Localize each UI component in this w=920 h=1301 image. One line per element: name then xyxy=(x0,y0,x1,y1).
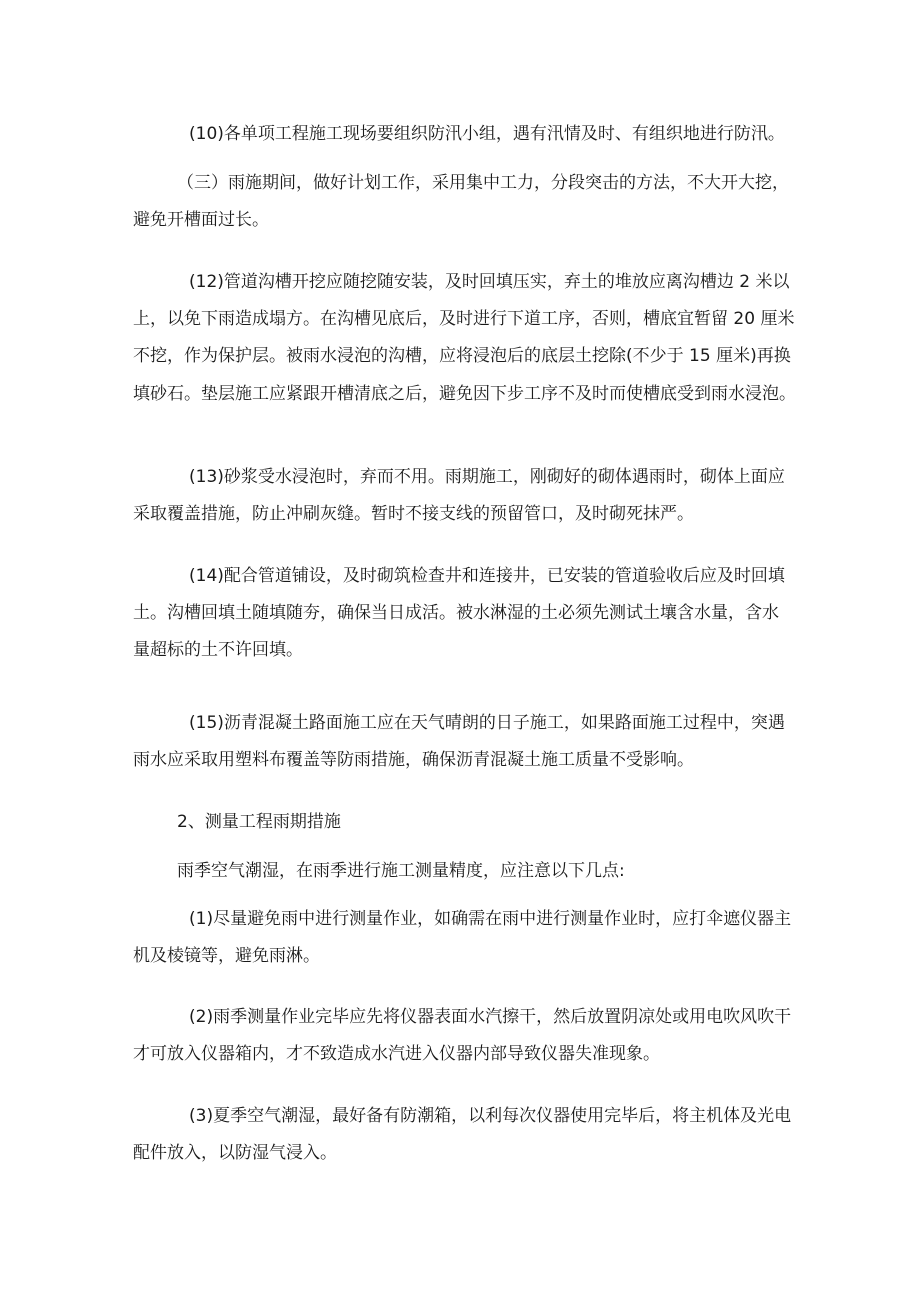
text-line: 2、测量工程雨期措施 xyxy=(177,812,341,832)
paragraph-survey-3 xyxy=(133,1098,793,1172)
paragraph-12 xyxy=(133,264,796,413)
text-line: (13)砂浆受水浸泡时，弃而不用。雨期施工，刚砌好的砌体遇雨时，砌体上面应 xyxy=(189,467,785,487)
text-line: 采取覆盖措施，防止冲刷灰缝。暂时不接支线的预留管口，及时砌死抹严。 xyxy=(133,504,694,525)
section-heading-survey xyxy=(133,804,793,841)
text-line: (3)夏季空气潮湿，最好备有防潮箱，以利每次仪器使用完毕后，将主机体及光电 xyxy=(189,1106,792,1126)
text-line: (1)尽量避免雨中进行测量作业，如确需在雨中进行测量作业时，应打伞遮仪器主 xyxy=(189,909,792,929)
text-line: 填砂石。垫层施工应紧跟开槽清底之后，避免因下步工序不及时而使槽底受到雨水浸泡。 xyxy=(133,383,796,404)
text-line: 避免开槽面过长。 xyxy=(133,210,269,231)
text-line: 雨季空气潮湿，在雨季进行施工测量精度，应注意以下几点: xyxy=(177,861,625,881)
paragraph-survey-1 xyxy=(133,901,793,975)
text-line: 才可放入仪器箱内，才不致造成水汽进入仪器内部导致仪器失准现象。 xyxy=(133,1044,660,1065)
paragraph-survey-intro xyxy=(133,853,793,890)
text-line: (12)管道沟槽开挖应随挖随安装，及时回填压实，弃土的堆放应离沟槽边 2 米以 xyxy=(189,272,790,292)
text-line: （三）雨施期间，做好计划工作，采用集中工力，分段突击的方法，不大开大挖， xyxy=(177,173,789,193)
text-line: 不挖，作为保护层。被雨水浸泡的沟槽，应将浸泡后的底层土挖除(不少于 15 厘米)再换 xyxy=(133,346,791,367)
text-line: (10)各单项工程施工现场要组织防汛小组，遇有汛情及时、有组织地进行防汛。 xyxy=(189,124,785,144)
text-line: 量超标的土不许回填。 xyxy=(133,640,303,661)
text-line: 配件放入，以防湿气浸入。 xyxy=(133,1143,337,1164)
text-line: (15)沥青混凝土路面施工应在天气晴朗的日子施工，如果路面施工过程中，突遇 xyxy=(189,713,785,733)
paragraph-survey-2 xyxy=(133,999,793,1073)
paragraph-10 xyxy=(133,116,793,153)
text-line: 上，以免下雨造成塌方。在沟槽见底后，及时进行下道工序，否则，槽底宜暂留 20 厘米 xyxy=(133,309,795,330)
text-line: 雨水应采取用塑料布覆盖等防雨措施，确保沥青混凝土施工质量不受影响。 xyxy=(133,750,694,771)
text-line: (14)配合管道铺设，及时砌筑检查井和连接井，已安装的管道验收后应及时回填 xyxy=(189,566,785,586)
paragraph-section-3 xyxy=(133,165,793,239)
paragraph-14 xyxy=(133,558,793,670)
text-line: 机及棱镜等，避免雨淋。 xyxy=(133,946,320,967)
paragraph-15 xyxy=(133,705,793,779)
text-line: 土。沟槽回填土随填随夯，确保当日成活。被水淋湿的土必须先测试土壤含水量，含水 xyxy=(133,603,779,624)
paragraph-13 xyxy=(133,459,793,533)
text-line: (2)雨季测量作业完毕应先将仪器表面水汽擦干，然后放置阴凉处或用电吹风吹干 xyxy=(189,1007,792,1027)
